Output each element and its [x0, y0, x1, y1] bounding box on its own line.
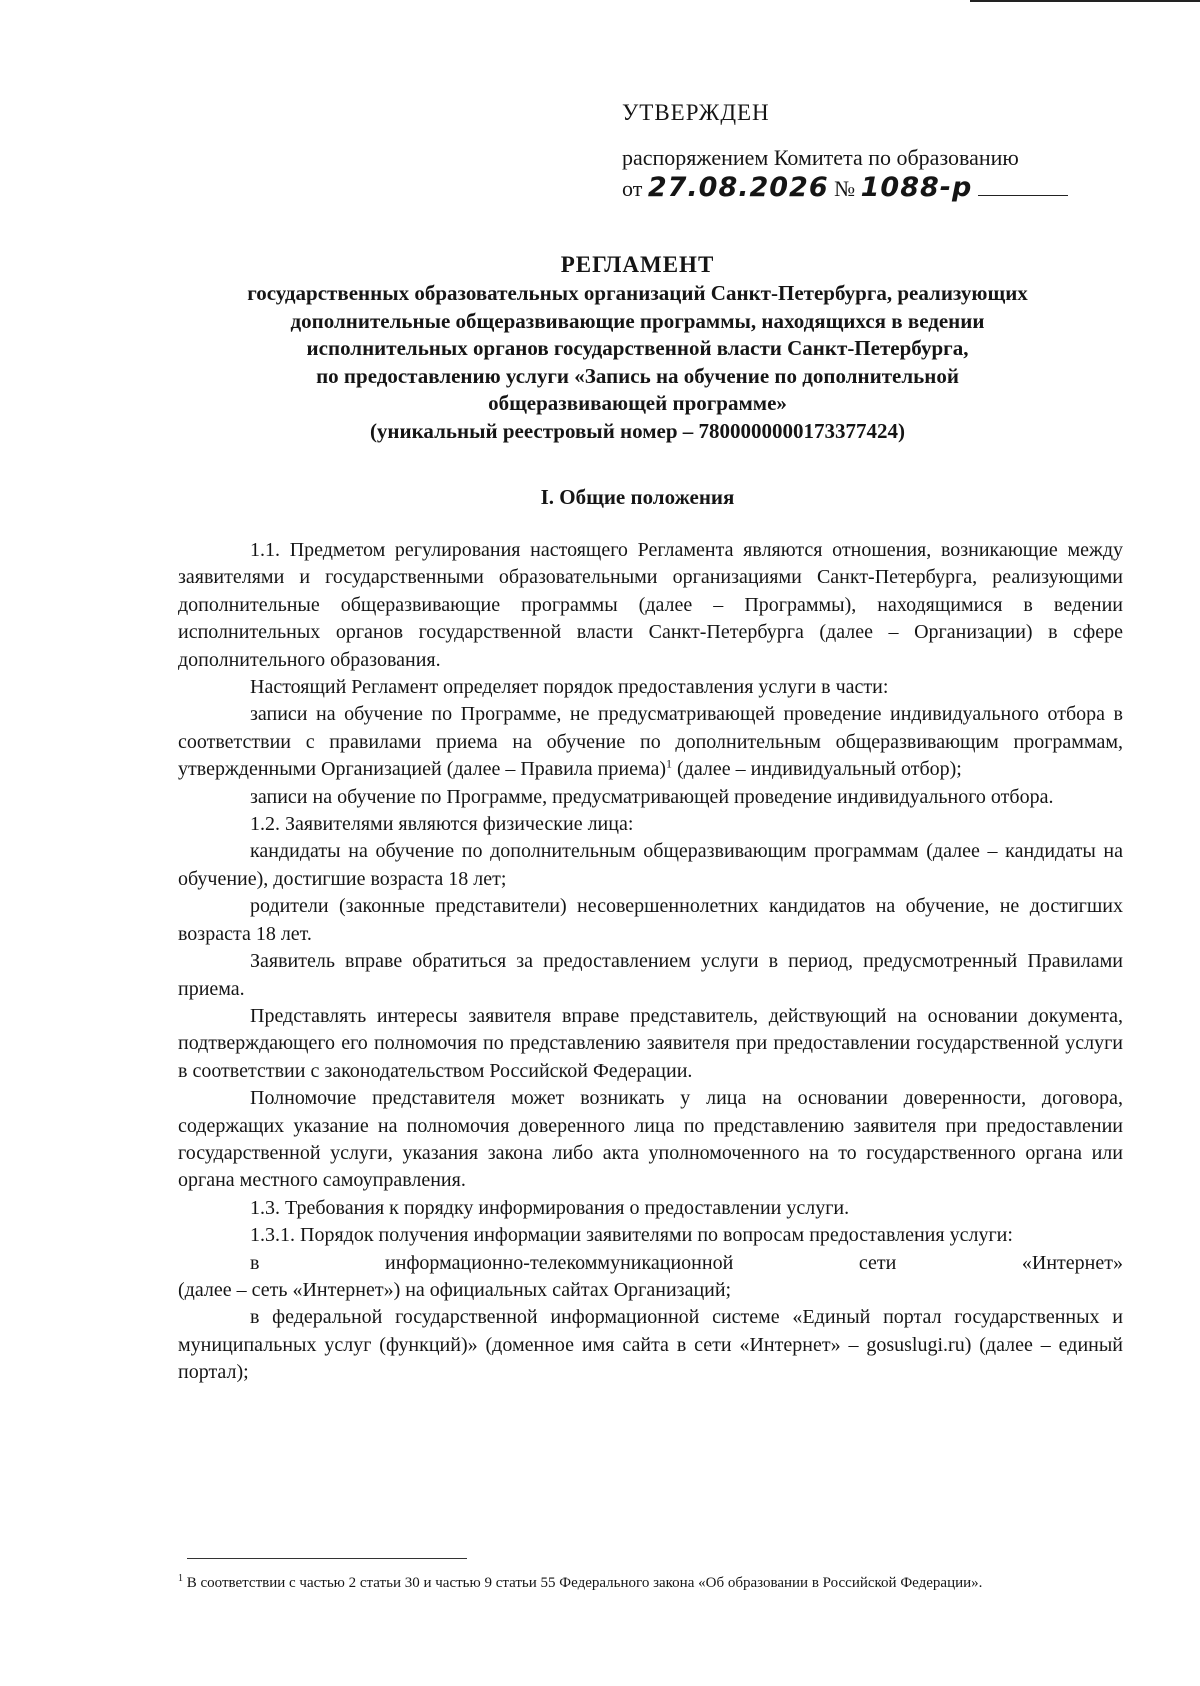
footnote-marker: 1 — [178, 1573, 183, 1584]
paragraph: (далее – сеть «Интернет») на официальных сайтах Организаций; — [178, 1278, 732, 1301]
footnote-separator — [187, 1558, 467, 1559]
order-date-handwritten: 27.08.2026 — [647, 172, 829, 203]
paragraph: 1.3.1. Порядок получения информации заявителями по вопросам предоставления услуги: — [250, 1224, 1013, 1247]
scan-edge-line — [970, 0, 1200, 2]
order-reference-line: распоряжением Комитета по образованию — [622, 145, 1019, 170]
subtitle-line: по предоставлению услуги «Запись на обучение по дополнительной — [316, 363, 959, 388]
paragraph — [178, 701, 1123, 783]
subtitle-line: общеразвивающей программе» — [488, 391, 787, 415]
paragraph: Заявитель вправе обратиться за предоставлением услуги в период, предусмотренный Правилами приема. — [178, 950, 1123, 1000]
paragraph: в федеральной государственной информационной системе «Единый портал государственных и муниципальных услуг (функций)» (доменное имя сайта в сети «Интернет» – gosuslugi.ru) (далее – единый портал); — [178, 1306, 1123, 1384]
document-title: РЕГЛАМЕНТ — [560, 252, 715, 277]
order-from-label: от — [622, 176, 643, 201]
paragraph: 1.2. Заявителями являются физические лица: — [250, 813, 634, 836]
order-number-sign: № — [834, 176, 856, 201]
footnote-ref: 1 — [666, 756, 672, 771]
document-body — [178, 537, 1123, 1387]
paragraph: записи на обучение по Программе, предусматривающей проведение индивидуального отбора. — [250, 785, 1054, 808]
paragraph: 1.1. Предметом регулирования настоящего Регламента являются отношения, возникающие между заявителями и государственными образовательными организациями Санкт-Петербурга, реализующими дополнительные общеразвивающие программы (далее – Программы), находящимися в ведении исполнительных органов государственной власти Санкт-Петербурга (далее – Организации) в сфере дополнительного образования. — [178, 539, 1123, 671]
order-number-handwritten: 1088-р — [860, 172, 973, 203]
footnote-text: В соответствии с частью 2 статьи 30 и частью 9 статьи 55 Федерального закона «Об образовании в Российской Федерации». — [186, 1575, 983, 1591]
footnote — [178, 1569, 1123, 1593]
signature-underline — [978, 177, 1068, 196]
section-heading: I. Общие положения — [540, 485, 735, 509]
document-subtitle — [150, 280, 1125, 445]
paragraph-text: записи на обучение по Программе, не предусматривающей проведение индивидуального отбора в соответствии с правилами приема на обучение по дополнительным общеразвивающим программам, утвержденными Организацией (далее – Правила приема) — [178, 703, 1123, 781]
subtitle-line: дополнительные общеразвивающие программы, находящихся в ведении — [290, 308, 985, 333]
paragraph: Представлять интересы заявителя вправе представитель, действующий на основании документа, подтверждающего его полномочия по представлению заявителя при предоставлении государственной услуги в соответствии с законодательством Российской Федерации. — [178, 1004, 1123, 1082]
paragraph-text: (далее – индивидуальный отбор); — [677, 758, 962, 781]
paragraph: 1.3. Требования к порядку информирования о предоставлении услуги. — [250, 1196, 850, 1219]
paragraph: родители (законные представители) несовершеннолетних кандидатов на обучение, не достигших возраста 18 лет. — [178, 895, 1123, 945]
order-date-number-line — [622, 172, 1068, 203]
paragraph: Полномочие представителя может возникать у лица на основании доверенности, договора, содержащих указание на полномочия доверенного лица по представлению заявителя при предоставлении государственной услуги, указания закона либо акта уполномоченного на то государственного органа или органа местного самоуправления. — [178, 1087, 1123, 1192]
subtitle-line: (уникальный реестровый номер – 7800000000173377424) — [369, 418, 906, 443]
paragraph: Настоящий Регламент определяет порядок предоставления услуги в части: — [250, 676, 889, 699]
subtitle-line: государственных образовательных организаций Санкт-Петербурга, реализующих — [247, 281, 1028, 305]
approval-stamp-title: УТВЕРЖДЕН — [622, 100, 770, 125]
paragraph: кандидаты на обучение по дополнительным общеразвивающим программам (далее – кандидаты на обучение), достигшие возраста 18 лет; — [178, 840, 1123, 890]
subtitle-line: исполнительных органов государственной власти Санкт-Петербурга, — [306, 336, 969, 360]
paragraph: в информационно-телекоммуникационной сети «Интернет» — [250, 1251, 1123, 1274]
